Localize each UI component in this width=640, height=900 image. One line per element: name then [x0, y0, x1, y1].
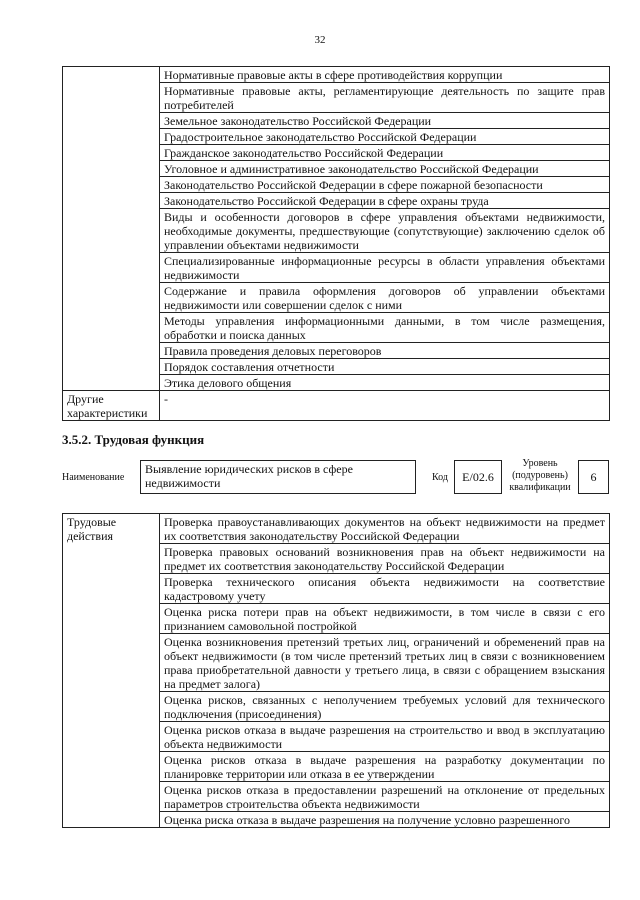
- knowledge-label-cell: [63, 67, 160, 391]
- knowledge-item: Земельное законодательство Российской Федерации: [160, 113, 610, 129]
- qualification-level-label: Уровень (подуровень) квалификации: [509, 458, 571, 493]
- labor-actions-label: Трудовые действия: [63, 514, 160, 828]
- knowledge-item: Нормативные правовые акты в сфере противодействия коррупции: [160, 67, 610, 83]
- function-name-box: Выявление юридических рисков в сфере недвижимости: [140, 460, 416, 494]
- knowledge-item: Виды и особенности договоров в сфере управления объектами недвижимости, необходимые документы, предшествующие (сопутствующие) заключению сделок об управлении объектами недвижимости: [160, 209, 610, 253]
- labor-action-item: Оценка рисков отказа в выдаче разрешения на разработку документации по планировке территории или отказа в ее утверждении: [160, 752, 610, 782]
- labor-action-item: Оценка рисков, связанных с неполучением требуемых условий для технического подключения (присоединения): [160, 692, 610, 722]
- knowledge-item: Гражданское законодательство Российской Федерации: [160, 145, 610, 161]
- labor-action-item: Оценка рисков отказа в предоставлении разрешений на отклонение от предельных параметров строительства объекта недвижимости: [160, 782, 610, 812]
- table-row: [63, 391, 610, 421]
- labor-action-item: Оценка рисков отказа в выдаче разрешения на строительство и ввод в эксплуатацию объекта недвижимости: [160, 722, 610, 752]
- code-label: Код: [432, 472, 448, 483]
- knowledge-item: Методы управления информационными данными, в том числе размещения, обработки и поиска данных: [160, 313, 610, 343]
- labor-action-item: Оценка возникновения претензий третьих лиц, ограничений и обременений прав на объект недвижимости (в том числе претензий третьих лиц в связи с возникновением права приобретательной давности у третьего лица, в связи с обращением взыскания на предмет залога): [160, 634, 610, 692]
- required-knowledge-table: [62, 66, 610, 421]
- table-row: [63, 514, 610, 544]
- knowledge-item: Законодательство Российской Федерации в сфере охраны труда: [160, 193, 610, 209]
- knowledge-item: Градостроительное законодательство Российской Федерации: [160, 129, 610, 145]
- labor-actions-table: [62, 513, 610, 828]
- other-characteristics-value: -: [160, 391, 610, 421]
- table-row: [63, 67, 610, 83]
- labor-action-item: Оценка риска потери прав на объект недвижимости, в том числе в связи с его признанием самовольной постройкой: [160, 604, 610, 634]
- labor-function-header: [62, 458, 609, 498]
- labor-action-item: Проверка правоустанавливающих документов на объект недвижимости на предмет их соответствия законодательству Российской Федерации: [160, 514, 610, 544]
- knowledge-item: Порядок составления отчетности: [160, 359, 610, 375]
- labor-action-item: Проверка технического описания объекта недвижимости на соответствие кадастровому учету: [160, 574, 610, 604]
- labor-action-item: Оценка риска отказа в выдаче разрешения на получение условно разрешенного: [160, 812, 610, 828]
- qualification-level-box: 6: [578, 460, 609, 494]
- other-characteristics-label: Другие характеристики: [63, 391, 160, 421]
- page-number: 32: [314, 34, 326, 46]
- section-heading: 3.5.2. Трудовая функция: [62, 432, 205, 447]
- knowledge-item: Содержание и правила оформления договоров об управлении объектами недвижимости или совершении сделок с ними: [160, 283, 610, 313]
- labor-action-item: Проверка правовых оснований возникновения прав на объект недвижимости на предмет их соответствия законодательству Российской Федерации: [160, 544, 610, 574]
- knowledge-item: Этика делового общения: [160, 375, 610, 391]
- knowledge-item: Правила проведения деловых переговоров: [160, 343, 610, 359]
- function-code-box: E/02.6: [454, 460, 502, 494]
- knowledge-item: Уголовное и административное законодательство Российской Федерации: [160, 161, 610, 177]
- knowledge-item: Нормативные правовые акты, регламентирующие деятельность по защите прав потребителей: [160, 83, 610, 113]
- knowledge-item: Законодательство Российской Федерации в сфере пожарной безопасности: [160, 177, 610, 193]
- knowledge-item: Специализированные информационные ресурсы в области управления объектами недвижимости: [160, 253, 610, 283]
- name-label: Наименование: [62, 472, 125, 483]
